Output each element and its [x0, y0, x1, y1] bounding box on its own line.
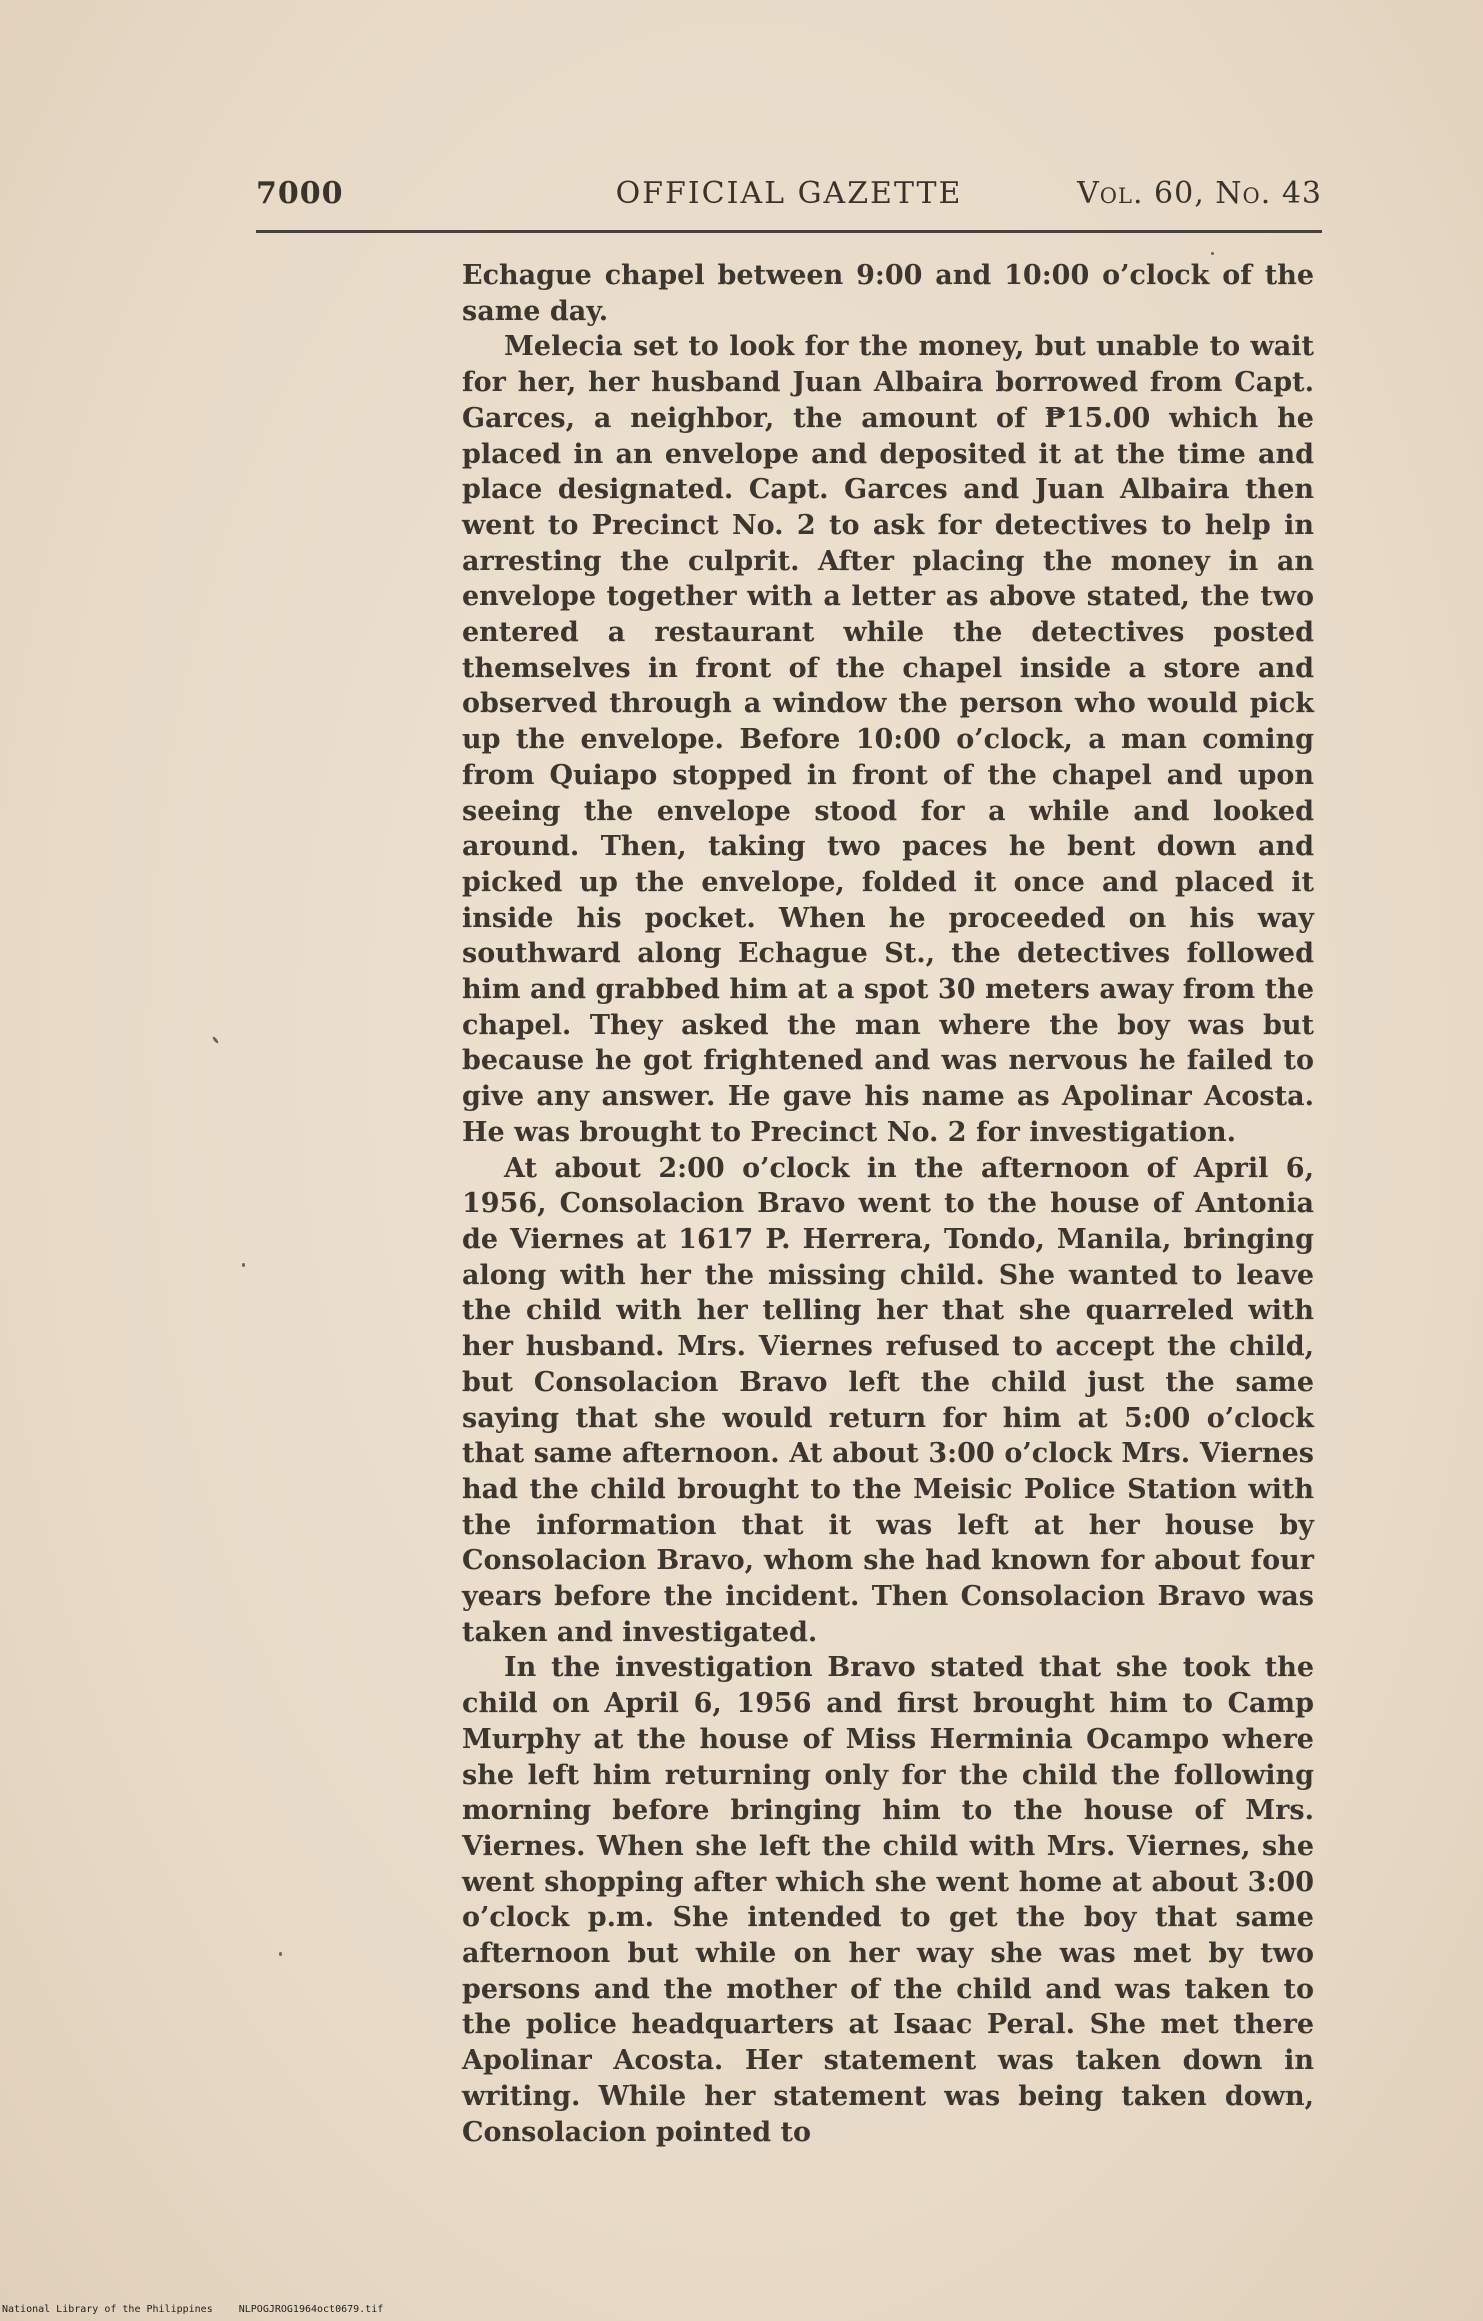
volume-number: Vol. 60, No. 43: [1077, 176, 1322, 211]
publication-title: OFFICIAL GAZETTE: [615, 176, 963, 211]
scan-filename: NLPOGJROG1964oct0679.tif: [238, 2304, 384, 2315]
scan-footer: [2, 2304, 383, 2315]
article-body: [462, 258, 1314, 2150]
header-rule: [256, 230, 1322, 233]
scan-speck: [212, 1036, 219, 1044]
paragraph-3: At about 2:00 o’clock in the afternoon of April 6, 1956, Consolacion Bravo went to the house of Antonia de Viernes at 1617 P. Herrera, Tondo, Manila, bringing along with her the missing child. She wanted to leave the child with her telling her that she quarreled with her husband. Mrs. Viernes refused to accept the child, but Consolacion Bravo left the child just the same saying that she would return for him at 5:00 o’clock that same afternoon. At about 3:00 o’clock Mrs. Viernes had the child brought to the Meisic Police Station with the information that it was left at her house by Consolacion Bravo, whom she had known for about four years before the incident. Then Consolacion Bravo was taken and investigated.: [462, 1152, 1314, 1648]
paragraph-2: Melecia set to look for the money, but unable to wait for her, her husband Juan Albaira borrowed from Capt. Garces, a neighbor, the amount of ₱15.00 which he placed in an envelope and deposited it at the time and place designated. Capt. Garces and Juan Albaira then went to Precinct No. 2 to ask for detectives to help in arresting the culprit. After placing the money in an envelope together with a letter as above stated, the two entered a restaurant while the detectives posted themselves in front of the chapel inside a store and observed through a window the person who would pick up the envelope. Before 10:00 o’clock, a man coming from Quiapo stopped in front of the chapel and upon seeing the envelope stood for a while and looked around. Then, taking two paces he bent down and picked up the envelope, folded it once and placed it inside his pocket. When he proceeded on his way southward along Echague St., the detectives followed him and grabbed him at a spot 30 meters away from the chapel. They asked the man where the boy was but because he got frightened and was nervous he failed to give any answer. He gave his name as Apolinar Acosta. He was brought to Precinct No. 2 for investigation.: [462, 331, 1314, 1148]
scan-speck: [279, 1952, 282, 1956]
scan-speck: [1211, 252, 1214, 255]
page-number: 7000: [256, 176, 344, 211]
paragraph-4: In the investigation Bravo stated that she took the child on April 6, 1956 and first brought him to Camp Murphy at the house of Miss Herminia Ocampo where she left him returning only for the child the following morning before bringing him to the house of Mrs. Viernes. When she left the child with Mrs. Viernes, she went shopping after which she went home at about 3:00 o’clock p.m. She intended to get the boy that same afternoon but while on her way she was met by two persons and the mother of the child and was taken to the police headquarters at Isaac Peral. She met there Apolinar Acosta. Her statement was taken down in writing. While her statement was being taken down, Consolacion pointed to: [462, 1652, 1314, 2148]
library-credit: National Library of the Philippines: [2, 2304, 213, 2315]
paragraph-1: Echague chapel between 9:00 and 10:00 o’clock of the same day.: [462, 260, 1314, 327]
scan-speck: [242, 1263, 245, 1267]
page-header: [256, 176, 1322, 222]
